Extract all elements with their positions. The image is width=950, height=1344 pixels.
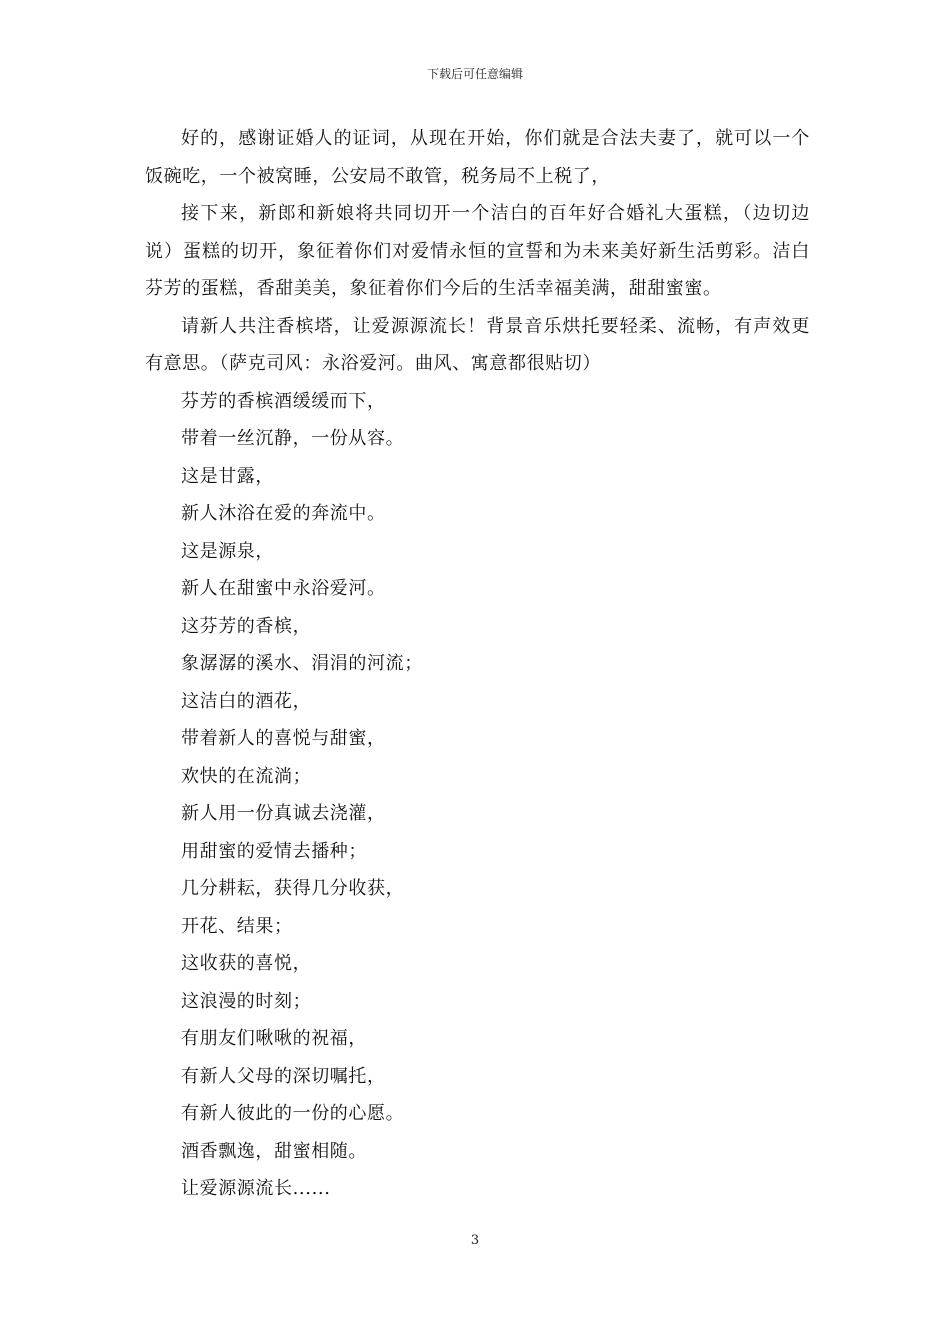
verse-line: 象潺潺的溪水、涓涓的河流； (181, 653, 423, 674)
verse-line: 这收获的喜悦， (181, 953, 312, 974)
page-number: 3 (470, 1233, 480, 1248)
verse-line: 让爱源源流长...... (181, 1178, 331, 1199)
document-body (145, 120, 810, 1208)
verse-line: 有新人彼此的一份的心愿。 (181, 1103, 405, 1124)
verse-line: 带着新人的喜悦与甜蜜， (181, 728, 386, 749)
verse-line: 这洁白的酒花， (181, 690, 312, 712)
verse-line: 用甜蜜的爱情去播种； (181, 840, 367, 862)
verse-line: 芬芳的香槟酒缓缓而下， (181, 390, 386, 412)
paragraph: 好的，感谢证婚人的证词，从现在开始，你们就是合法夫妻了，就可以一个饭碗吃，一个被窝睡，公安局不敢管，税务局不上税了， (145, 128, 810, 187)
verse-line: 这浪漫的时刻； (181, 990, 312, 1012)
verse-line: 有新人父母的深切嘱托， (181, 1065, 386, 1087)
verse-line: 欢快的在流淌； (181, 765, 312, 787)
verse-line: 带着一丝沉静，一份从容。 (181, 428, 405, 449)
page-header: 下载后可任意编辑 (426, 67, 523, 81)
paragraph: 接下来，新郎和新娘将共同切开一个洁白的百年好合婚礼大蛋糕，（边切边说）蛋糕的切开，象征着你们对爱情永恒的宣誓和为未来美好新生活剪彩。洁白芬芳的蛋糕，香甜美美，象征着你们今后的生活幸福美满，甜甜蜜蜜。 (145, 203, 810, 299)
verse-line: 开花、结果； (181, 915, 293, 937)
verse-line: 新人在甜蜜中永浴爱河。 (181, 578, 386, 599)
verse-line: 新人用一份真诚去浇灌， (181, 803, 386, 824)
verse-line: 酒香飘逸，甜蜜相随。 (181, 1140, 367, 1162)
verse-line: 有朋友们啾啾的祝福， (181, 1028, 367, 1049)
paragraph: 请新人共注香槟塔，让爱源源流长！背景音乐烘托要轻柔、流畅，有声效更有意思。（萨克司风：永浴爱河。曲风、寓意都很贴切） (145, 315, 810, 374)
verse-line: 这是甘露， (181, 465, 274, 487)
verse-line: 这是源泉， (181, 540, 274, 562)
verse-line: 这芬芳的香槟， (181, 615, 312, 637)
verse-line: 新人沐浴在爱的奔流中。 (181, 503, 386, 524)
verse-line: 几分耕耘，获得几分收获， (181, 878, 405, 899)
